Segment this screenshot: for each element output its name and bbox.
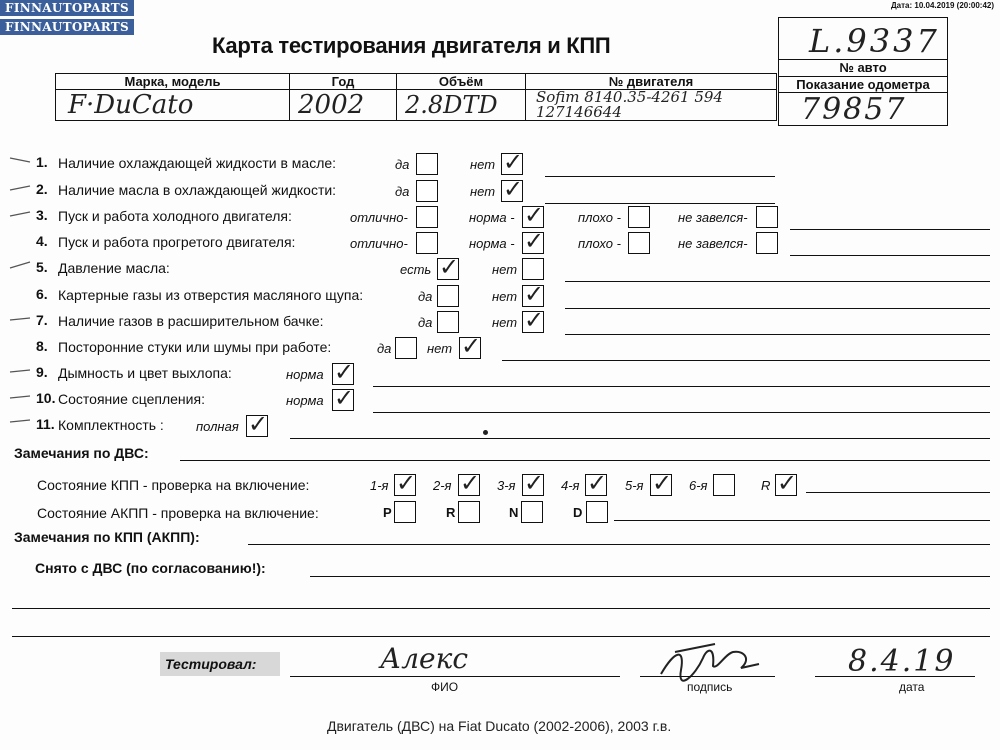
check-number: 2. — [36, 181, 48, 197]
col-engine-number: № двигателя — [608, 74, 694, 89]
vehicle-info-table — [55, 73, 777, 121]
akpp-gear-checkbox[interactable] — [458, 501, 480, 523]
kpp-gear-checkbox[interactable] — [775, 474, 797, 496]
option-label: нет — [427, 341, 453, 356]
kpp-gear-label: 3-я — [497, 478, 516, 493]
kpp-gear-label: 2-я — [433, 478, 452, 493]
notes-line[interactable] — [565, 308, 990, 309]
check-number: 4. — [36, 233, 48, 249]
check-number: 11. — [36, 416, 55, 432]
checkbox[interactable] — [437, 285, 459, 307]
checked-checkbox[interactable] — [246, 415, 268, 437]
notes-line[interactable] — [373, 412, 990, 413]
kpp-gear-checkbox[interactable] — [458, 474, 480, 496]
kpp-gear-label: 4-я — [561, 478, 580, 493]
site-logo-secondary: FINNAUTOPARTS — [0, 19, 134, 35]
option-label: норма — [286, 367, 324, 382]
kpp-gear-label: R — [761, 478, 771, 493]
checkbox[interactable] — [395, 337, 417, 359]
notes-line[interactable] — [290, 438, 990, 439]
col-volume: Объём — [438, 74, 484, 89]
checkbox[interactable] — [416, 206, 438, 228]
date-line[interactable] — [815, 676, 975, 677]
notes-line[interactable] — [502, 360, 990, 361]
check-number: 7. — [36, 312, 48, 328]
make-model-value: F·DuCato — [68, 90, 194, 120]
extra-line-2[interactable] — [12, 636, 990, 637]
checked-checkbox[interactable] — [522, 232, 544, 254]
notes-line[interactable] — [545, 176, 775, 177]
notes-line[interactable] — [790, 255, 990, 256]
checkbox[interactable] — [628, 206, 650, 228]
check-number: 10. — [36, 390, 56, 406]
check-label: Дымность и цвет выхлопа: — [58, 365, 232, 381]
option-label: да — [395, 184, 410, 199]
checkbox[interactable] — [522, 258, 544, 280]
margin-ticks — [8, 150, 38, 430]
checked-checkbox[interactable] — [332, 389, 354, 411]
vehicle-id-handwritten: L.9337 — [809, 22, 940, 60]
vehicle-number-label: № авто — [779, 59, 947, 75]
pen-dot — [483, 430, 488, 435]
kpp-remarks-line[interactable] — [248, 544, 990, 545]
option-label: есть — [400, 262, 432, 277]
footer-caption: Двигатель (ДВС) на Fiat Ducato (2002-2006), 2003 г.в. — [327, 718, 672, 734]
checked-checkbox[interactable] — [522, 311, 544, 333]
option-label: отлично- — [350, 236, 408, 251]
akpp-gear-label: P — [383, 505, 392, 520]
extra-line-1[interactable] — [12, 608, 990, 609]
check-label: Пуск и работа прогретого двигателя: — [58, 234, 296, 250]
akpp-check-label: Состояние АКПП - проверка на включение: — [37, 505, 319, 521]
akpp-line[interactable] — [614, 520, 990, 521]
kpp-check-label: Состояние КПП - проверка на включение: — [37, 477, 310, 493]
check-label: Давление масла: — [58, 260, 170, 276]
check-label: Пуск и работа холодного двигателя: — [58, 208, 292, 224]
odometer-value: 79857 — [801, 92, 907, 127]
kpp-gear-label: 1-я — [370, 478, 389, 493]
signature-mark — [655, 640, 765, 685]
checkbox[interactable] — [437, 311, 459, 333]
volume-value: 2.8DTD — [405, 91, 498, 119]
signature-label: подпись — [687, 680, 733, 694]
col-year: Год — [331, 74, 355, 89]
engine-remarks-label: Замечания по ДВС: — [14, 445, 149, 461]
date-stamp: Дата: 10.04.2019 (20:00:42) — [890, 1, 994, 10]
kpp-gear-checkbox[interactable] — [585, 474, 607, 496]
tester-name: Алекс — [380, 642, 469, 675]
site-logo: FINNAUTOPARTS — [0, 0, 134, 16]
check-number: 6. — [36, 286, 48, 302]
akpp-gear-checkbox[interactable] — [521, 501, 543, 523]
kpp-gear-label: 5-я — [625, 478, 644, 493]
checkbox[interactable] — [416, 232, 438, 254]
option-label: нет — [492, 289, 518, 304]
option-label: нет — [492, 315, 518, 330]
col-make-model: Марка, модель — [124, 74, 221, 89]
check-number: 9. — [36, 364, 48, 380]
notes-line[interactable] — [565, 334, 990, 335]
kpp-gear-checkbox[interactable] — [650, 474, 672, 496]
option-label: не завелся- — [678, 210, 748, 225]
option-label: да — [418, 315, 433, 330]
check-label: Комплектность : — [58, 417, 164, 433]
check-label: Посторонние стуки или шумы при работе: — [58, 339, 332, 355]
notes-line[interactable] — [373, 386, 990, 387]
vehicle-id-box — [778, 17, 948, 126]
checkbox[interactable] — [416, 180, 438, 202]
checkbox[interactable] — [628, 232, 650, 254]
option-label: отлично- — [350, 210, 408, 225]
kpp-remarks-label: Замечания по КПП (АКПП): — [14, 529, 200, 545]
akpp-gear-checkbox[interactable] — [394, 501, 416, 523]
kpp-gear-checkbox[interactable] — [713, 474, 735, 496]
signature-line[interactable] — [640, 676, 775, 677]
option-label: норма - — [469, 210, 515, 225]
check-number: 8. — [36, 338, 48, 354]
option-label: да — [418, 289, 433, 304]
option-label: да — [395, 157, 410, 172]
kpp-gear-label: 6-я — [689, 478, 708, 493]
checked-checkbox[interactable] — [459, 337, 481, 359]
check-label: Наличие масла в охлаждающей жидкости: — [58, 182, 337, 198]
option-label: нет — [470, 157, 496, 172]
checkbox[interactable] — [756, 232, 778, 254]
checkbox[interactable] — [416, 153, 438, 175]
removed-parts-label: Снято с ДВС (по согласованию!): — [35, 560, 266, 576]
check-label: Состояние сцепления: — [58, 391, 205, 407]
check-label: Наличие газов в расширительном бачке: — [58, 313, 324, 329]
check-number: 3. — [36, 207, 48, 223]
fio-label: ФИО — [431, 680, 459, 694]
option-label: плохо - — [578, 210, 621, 225]
tested-label: Тестировал: — [165, 656, 257, 672]
akpp-gear-checkbox[interactable] — [586, 501, 608, 523]
option-label: норма - — [469, 236, 515, 251]
option-label: полная — [196, 419, 239, 434]
checked-checkbox[interactable] — [501, 180, 523, 202]
check-number: 5. — [36, 259, 48, 275]
checked-checkbox[interactable] — [437, 258, 459, 280]
page-title: Карта тестирования двигателя и КПП — [212, 33, 611, 58]
removed-parts-line[interactable] — [310, 576, 990, 577]
notes-line[interactable] — [545, 203, 775, 204]
kpp-gear-checkbox[interactable] — [394, 474, 416, 496]
engine-number-value: Sofim 8140.35-4261 594 127146644 — [536, 88, 723, 121]
odometer-label: Показание одометра — [779, 76, 947, 93]
fio-line[interactable] — [290, 676, 620, 677]
test-date-value: 8.4.19 — [848, 644, 956, 679]
option-label: да — [377, 341, 392, 356]
option-label: не завелся- — [678, 236, 748, 251]
engine-remarks-line[interactable] — [180, 460, 990, 461]
date-label: дата — [899, 680, 925, 694]
checked-checkbox[interactable] — [522, 285, 544, 307]
check-label: Наличие охлаждающей жидкости в масле: — [58, 155, 337, 171]
checked-checkbox[interactable] — [522, 206, 544, 228]
checkbox[interactable] — [756, 206, 778, 228]
option-label: плохо - — [578, 236, 621, 251]
checked-checkbox[interactable] — [332, 363, 354, 385]
notes-line[interactable] — [790, 229, 990, 230]
kpp-line[interactable] — [806, 492, 990, 493]
option-label: нет — [492, 262, 518, 277]
notes-line[interactable] — [565, 281, 990, 282]
check-number: 1. — [36, 154, 48, 170]
akpp-gear-label: R — [446, 505, 456, 520]
akpp-gear-label: N — [509, 505, 519, 520]
akpp-gear-label: D — [573, 505, 583, 520]
option-label: нет — [470, 184, 496, 199]
checked-checkbox[interactable] — [501, 153, 523, 175]
option-label: норма — [286, 393, 324, 408]
check-label: Картерные газы из отверстия масляного щупа: — [58, 287, 364, 303]
kpp-gear-checkbox[interactable] — [522, 474, 544, 496]
year-value: 2002 — [298, 90, 365, 120]
